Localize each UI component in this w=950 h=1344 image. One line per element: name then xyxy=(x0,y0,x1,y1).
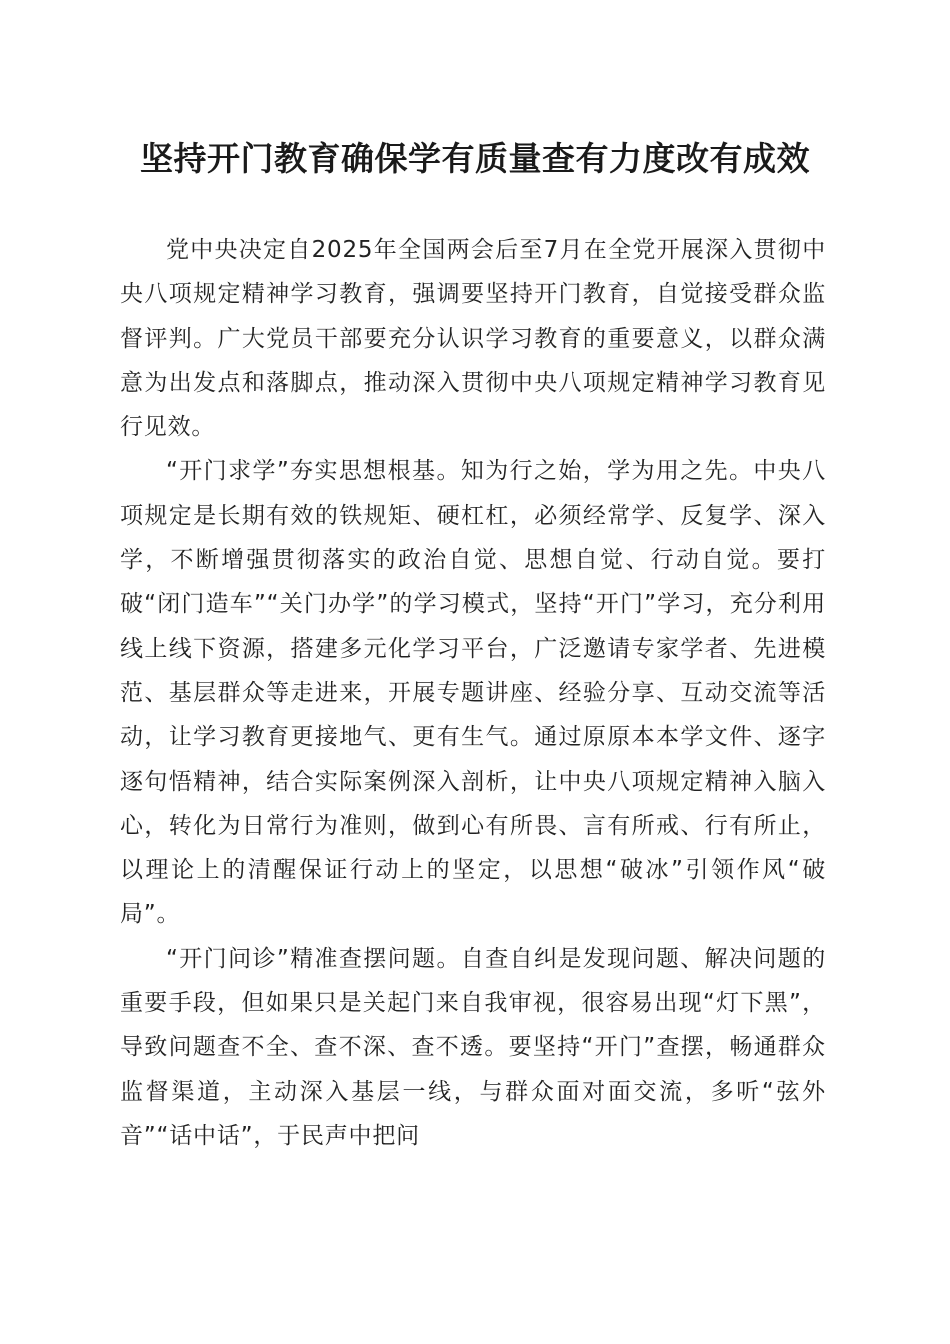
paragraph-open-study: “开门求学”夯实思想根基。知为行之始，学为用之先。中央八项规定是长期有效的铁规矩、硬杠杠，必须经常学、反复学、深入学，不断增强贯彻落实的政治自觉、思想自觉、行动自觉。要打破“闭门造车”“关门办学”的学习模式，坚持“开门”学习，充分利用线上线下资源，搭建多元化学习平台，广泛邀请专家学者、先进模范、基层群众等走进来，开展专题讲座、经验分享、互动交流等活动，让学习教育更接地气、更有生气。通过原原本本学文件、逐字逐句悟精神，结合实际案例深入剖析，让中央八项规定精神入脑入心，转化为日常行为准则，做到心有所畏、言有所戒、行有所止，以理论上的清醒保证行动上的坚定，以思想“破冰”引领作风“破局”。 xyxy=(120,458,826,928)
paragraph-intro: 党中央决定自2025年全国两会后至7月在全党开展深入贯彻中央八项规定精神学习教育，强调要坚持开门教育，自觉接受群众监督评判。广大党员干部要充分认识学习教育的重要意义，以群众满意为出发点和落脚点，推动深入贯彻中央八项规定精神学习教育见行见效。 xyxy=(120,237,826,441)
document-title: 坚持开门教育确保学有质量查有力度改有成效 xyxy=(140,139,810,178)
document-body xyxy=(120,228,826,1158)
paragraph-open-diagnosis: “开门问诊”精准查摆问题。自查自纠是发现问题、解决问题的重要手段，但如果只是关起门来自我审视，很容易出现“灯下黑”，导致问题查不全、查不深、查不透。要坚持“开门”查摆，畅通群众监督渠道，主动深入基层一线，与群众面对面交流，多听“弦外音”“话中话”，于民声中把问 xyxy=(120,945,826,1149)
